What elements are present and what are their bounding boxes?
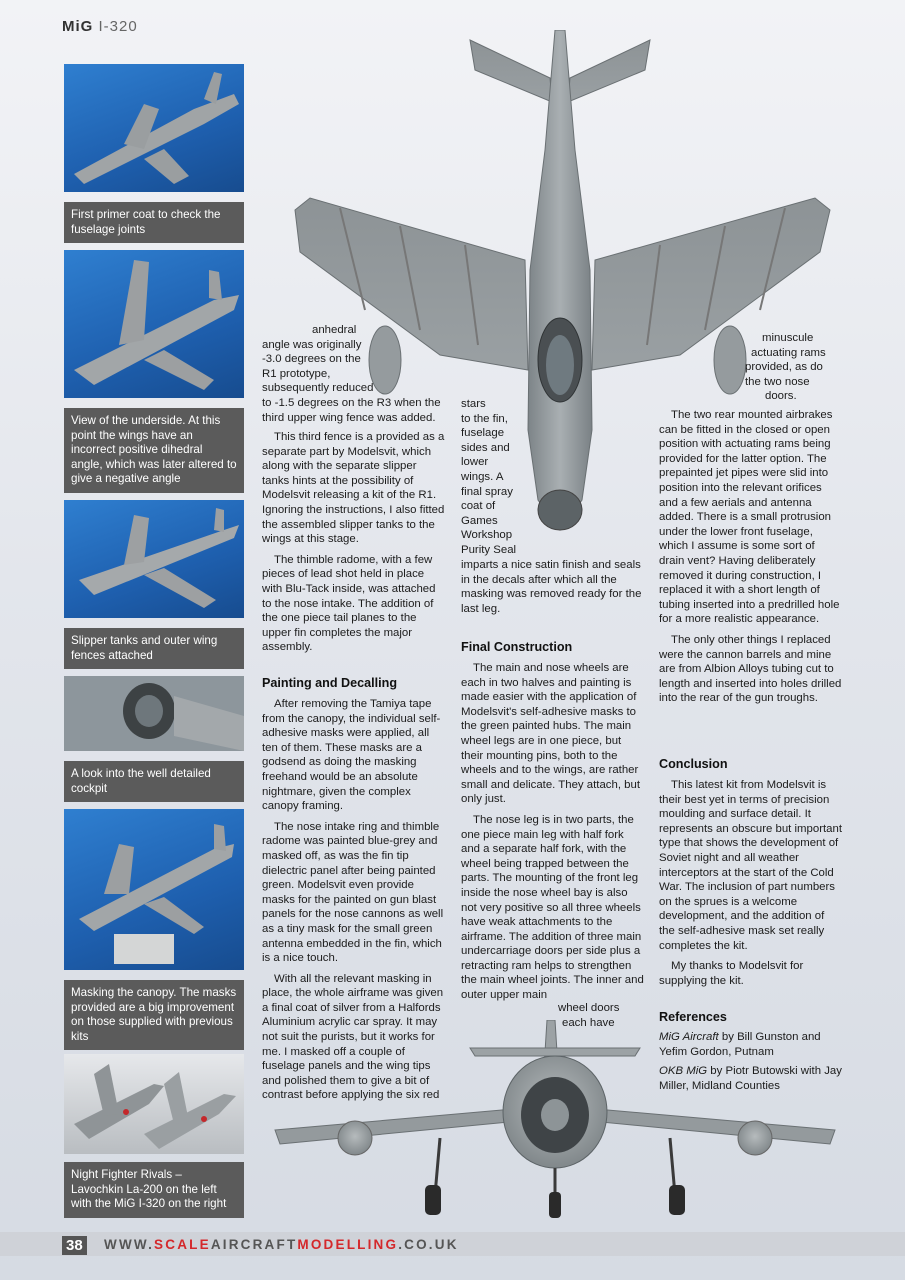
caption-night-fighter-rivals: Night Fighter Rivals – Lavochkin La-200 on the left with the MiG I-320 on the right [64,1162,244,1218]
paragraph: The nose leg is in two parts, the one piece main leg with half fork and a separate half fork, with the wheel being trapped between the parts. The mounting of the front leg inside the nose wheel bay is also not very positive so all three wheels have weak attachments to the airframe. The addition of three main undercarriage doors per side plus a retracting ram helps to strengthen the main wheel joints. The inner and outer upper main [461,813,644,1002]
paragraph: The nose intake ring and thimble radome was painted blue-grey and masked off, as was the fin tip dielectric panel after being painted green. Modelsvit even provide masks for the painted on gun blast panels for the nose cannons as well as a tiny mask for the small green antenna embedded in the fin, which is a nice touch. [262,820,444,965]
text-line: each have [562,1016,615,1029]
heading-final-construction: Final Construction [461,640,573,654]
col2-wrap-tail [461,558,645,622]
col1-body-2 [262,697,446,1109]
reference-2 [659,1064,843,1093]
col1-wrap [262,323,452,425]
text-line: fuselage [461,427,505,440]
text-line: angle was originally [262,338,362,351]
reference-1 [659,1030,843,1059]
text-line: subsequently reduced [262,382,374,395]
paragraph: The main and nose wheels are each in two halves and painting is made easier with the application of Modelsvit's self-adhesive masks to the green painted hubs. The main wheel legs are in one piece, but their mounting pins, both to the wheels and to the wings, are rather small and delicate. They attach, but only just. [461,662,640,806]
col2-body [461,661,645,1009]
text-line: actuating rams [751,346,826,359]
text-line: sides and [461,441,510,454]
text-line: doors. [765,390,797,403]
paragraph: This latest kit from Modelsvit is their best yet in terms of precision moulding and surface detail. It represents an obscure but important type that shows the development of Soviet night and all weather interceptors at the start of the Cold War. The inclusion of part numbers on the sprues is a welcome development, and the addition of the self-adhesive mask set really completes the kit. [659,779,842,952]
col3-body-2 [659,778,843,994]
text-line: Purity Seal [461,543,517,556]
running-header [62,18,138,35]
caption-slipper-tanks: Slipper tanks and outer wing fences attached [64,628,244,669]
caption-cockpit: A look into the well detailed cockpit [64,761,244,802]
caption-primer-coat: First primer coat to check the fuselage joints [64,202,244,243]
page-number: 38 [62,1236,87,1255]
col3-wrap [740,331,860,404]
photo-primer-coat [64,64,244,192]
text-line: final spray [461,485,513,498]
reference-title: OKB MiG [659,1065,708,1077]
text-line: -3.0 degrees on the [262,353,361,366]
photo-canopy-masking [64,809,244,970]
text-line: stars [461,398,486,410]
header-model: I-320 [98,18,138,35]
heading-references: References [659,1010,727,1024]
text-line: minuscule [762,332,814,344]
url-scale: SCALE [154,1237,211,1252]
text-line: Games [461,514,498,527]
text-line: to -1.5 degrees on the R3 when the [262,396,441,409]
paragraph: My thanks to Modelsvit for supplying the kit. [659,960,804,987]
reference-title: MiG Aircraft [659,1031,719,1043]
text-line: coat of [461,500,496,513]
text-line: Workshop [461,529,513,542]
footer-website[interactable] [104,1237,459,1252]
text-line: to the fin, [461,412,508,425]
heading-conclusion: Conclusion [659,757,728,771]
col3-body [659,408,843,712]
paragraph: After removing the Tamiya tape from the canopy, the individual self-adhesive masks were applied, all ten of them. These masks are a godsend as doing the masking freehand would be an absolute nightmare, given the complex canopy framing. [262,698,441,813]
url-modelling: MODELLING [297,1237,399,1252]
paragraph: The thimble radome, with a few pieces of lead shot held in place with Blu-Tack inside, was attached to the nose intake. The addition of the one piece tail planes to the upper fin completes the major assembly. [262,553,436,654]
text-line: lower [461,456,489,469]
text-line: R1 prototype, [262,367,331,380]
reference-details: by Bill Gunston and Yefim Gordon, Putnam [659,1031,821,1058]
url-suffix: .CO.UK [398,1237,459,1252]
caption-underside: View of the underside. At this point the wings have an incorrect positive dihedral angle, which was later altered to give a negative angle [64,408,244,493]
text-line: anhedral [312,324,357,336]
text-line: provided, as do [745,361,823,374]
caption-canopy-masking: Masking the canopy. The masks provided are a big improvement on those supplied with previous kits [64,980,244,1050]
paragraph: imparts a nice satin finish and seals in the decals after which all the masking was removed ready for the last leg. [461,559,642,615]
photo-cockpit [64,676,244,751]
photo-underside [64,250,244,398]
paragraph: This third fence is a provided as a separate part by Modelsvit, which along with the separate slipper tanks hints at the possibility of Modelsvit releasing a kit of the R1. Ignoring the instructions, I also fitted the assembled slipper tanks to the wings at this stage. [262,431,445,546]
text-line: third upper wing fence was added. [262,411,436,424]
col1-body [262,430,446,661]
col2-wrap [461,397,531,558]
url-aircraft: AIRCRAFT [210,1237,298,1252]
reference-details: by Piotr Butowski with Jay Miller, Midland Counties [659,1065,842,1092]
paragraph: The only other things I replaced were the cannon barrels and mine are from Albion Alloys tubing cut to length and inserted into holes drilled into the rear of the gun troughs. [659,633,842,705]
header-brand: MiG [62,18,94,35]
col2-tail [558,1001,648,1030]
paragraph: With all the relevant masking in place, the whole airframe was given a final coat of silver from a Halfords Aluminium acrylic car spray. It may not suit the purists, but it works for me. I masked off a couple of fuselage panels and the wing tips and polished them to give a bit of contrast before applying the six red [262,972,444,1102]
photo-slipper-tanks [64,500,244,618]
paragraph: The two rear mounted airbrakes can be fitted in the closed or open position with actuating rams being provided for the latter option. The prepainted jet pipes were slid into position into the relevant orifices and a few aerials and antenna added. There is a small protrusion under the lower front fuselage, which I assume is some sort of drain vent? Having deliberately removed it during construction, I replaced it with a short length of tubing inserted into a predrilled hole for a more realistic appearance. [659,409,840,626]
text-line: the two nose [745,375,810,388]
url-prefix: WWW. [104,1237,155,1252]
heading-painting-decalling: Painting and Decalling [262,676,398,690]
photo-night-fighter-rivals [64,1054,244,1154]
text-line: wheel doors [558,1002,620,1014]
text-line: wings. A [461,470,504,483]
